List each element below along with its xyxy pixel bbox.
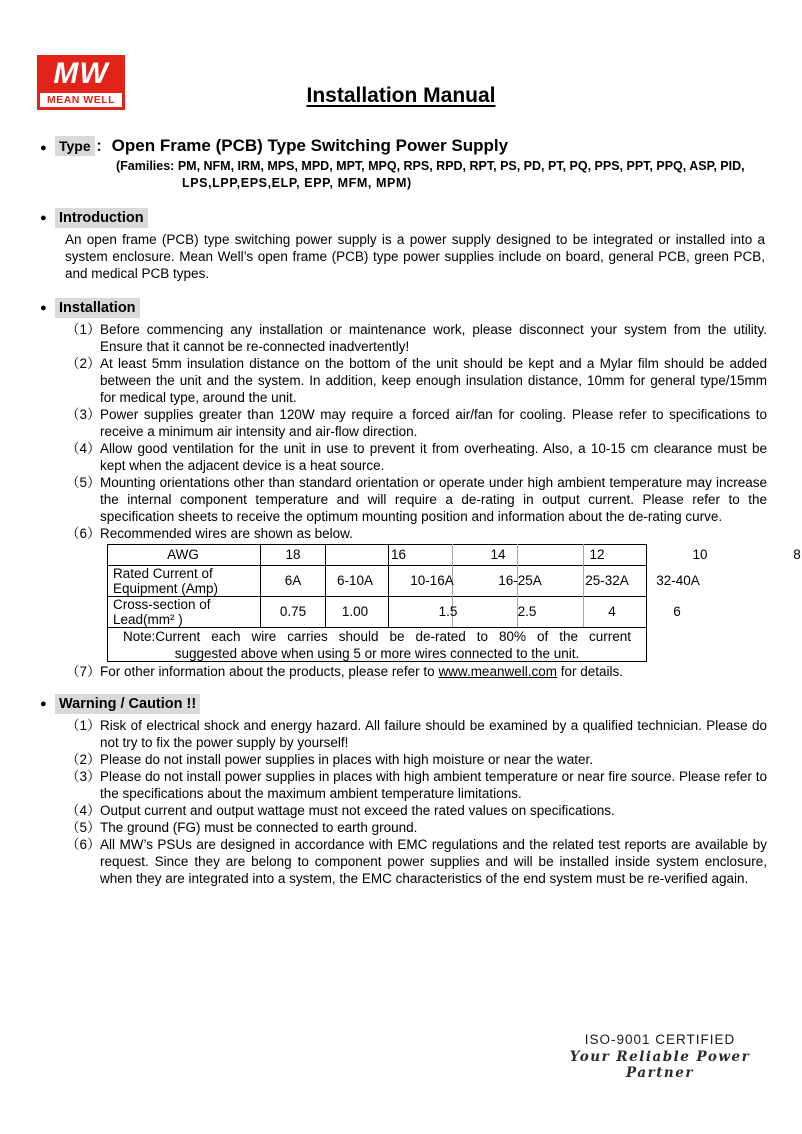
page-title: Installation Manual xyxy=(306,84,496,107)
bullet-icon: ● xyxy=(40,142,47,154)
list-item xyxy=(66,663,767,680)
rated-v1: 6A xyxy=(284,573,302,588)
list-item xyxy=(66,717,767,751)
cross-v3: 1.5 xyxy=(438,604,458,619)
cross-v6: 6 xyxy=(673,604,681,619)
introduction-heading-row xyxy=(40,208,767,228)
list-item xyxy=(66,355,767,406)
table-header-16: 16 xyxy=(391,547,407,562)
list-item xyxy=(66,474,767,525)
item-number: （3） xyxy=(66,407,101,422)
item-number: （3） xyxy=(66,769,101,784)
table-header-awg: AWG xyxy=(167,547,199,562)
item7-suffix: for details. xyxy=(556,664,624,679)
list-item xyxy=(66,406,767,440)
slogan-text: Your Reliable Power Partner xyxy=(569,1049,751,1081)
logo-brand-name: MEAN WELL xyxy=(40,93,122,107)
iso-certified-text: ISO-9001 CERTIFIED xyxy=(584,1032,736,1047)
cross-section-label-1: Cross-section of xyxy=(113,597,211,612)
rated-v4: 16-25A xyxy=(498,573,542,588)
type-label: Type xyxy=(55,136,95,156)
families-line2: LPS,LPP,EPS,ELP, EPP, MFM, MPM) xyxy=(182,176,412,190)
item-text: Mounting orientations other than standard orientation or operate under high ambient temperature may increase the internal component temperature and will require a de-rating in output current. Please refer to the specification sheets to receive the optimum mounting position and information about the de-rating curve. xyxy=(100,475,767,524)
item-number: （1） xyxy=(66,718,101,733)
item-number: （5） xyxy=(66,820,101,835)
bullet-icon: ● xyxy=(40,697,47,710)
list-item xyxy=(66,525,767,542)
table-header-10: 10 xyxy=(692,547,708,562)
item-number: （7） xyxy=(66,664,101,679)
table-note-line2: suggested above when using 5 or more wires connected to the unit. xyxy=(174,646,580,661)
cross-v2: 1.00 xyxy=(341,604,369,619)
rated-v5: 25-32A xyxy=(585,573,629,588)
rated-v2: 6-10A xyxy=(336,573,374,588)
item-number: （5） xyxy=(66,475,101,490)
item-number: （4） xyxy=(66,441,101,456)
bullet-icon: ● xyxy=(40,211,47,224)
rated-v3: 10-16A xyxy=(410,573,454,588)
type-colon: ： xyxy=(95,138,111,155)
type-section-heading xyxy=(40,136,767,157)
list-item xyxy=(66,802,767,819)
table-header-12: 12 xyxy=(589,547,605,562)
cross-section-label-2: Lead(mm² ) xyxy=(113,612,183,627)
warning-heading-row xyxy=(40,694,767,714)
table-header-18: 18 xyxy=(285,547,301,562)
item-text: Power supplies greater than 120W may require a forced air/fan for cooling. Please refer to specifications to receive a minimum air intensity and air-flow direction. xyxy=(100,407,767,439)
table-note xyxy=(109,628,645,662)
installation-heading-row xyxy=(40,298,767,318)
item-text: Before commencing any installation or maintenance work, please disconnect your system from the utility. Ensure that it cannot be re-connected inadvertently! xyxy=(100,322,767,354)
rated-v6: 32-40A xyxy=(656,573,700,588)
item-text: Output current and output wattage must not exceed the rated values on specifications. xyxy=(100,803,615,818)
item-text: Please do not install power supplies in places with high ambient temperature or near fire source. Please refer to the specifications about the maximum ambient temperature limitations. xyxy=(100,769,767,801)
list-item xyxy=(66,819,767,836)
cross-v5: 4 xyxy=(608,604,616,619)
recommended-wires-table xyxy=(107,544,802,662)
item-text: The ground (FG) must be connected to earth ground. xyxy=(100,820,418,835)
bullet-icon: ● xyxy=(40,301,47,314)
document-content xyxy=(40,136,801,887)
table-note-line1: Note:Current each wire carries should be de-rated to 80% of the current xyxy=(123,629,631,644)
logo-mw-icon: MW xyxy=(53,57,109,90)
footer xyxy=(545,1032,775,1081)
item-text: Recommended wires are shown as below. xyxy=(100,526,353,541)
list-item xyxy=(66,836,767,887)
item-text xyxy=(100,663,767,680)
item7-prefix: For other information about the products, please refer to xyxy=(100,664,439,679)
cross-v4: 2.5 xyxy=(517,604,537,619)
list-item xyxy=(66,751,767,768)
item-text: Please do not install power supplies in places with high moisture or near the water. xyxy=(100,752,594,767)
cross-v1: 0.75 xyxy=(279,604,307,619)
table-header-14: 14 xyxy=(490,547,506,562)
item-number: （6） xyxy=(66,837,101,852)
list-item xyxy=(66,768,767,802)
item-text: All MW’s PSUs are designed in accordance with EMC regulations and the related test reports are available by request. Since they are belong to component power supplies and will be installed inside system enclosure, when they are integrated into a system, the EMC characteristics of the end system must be re-verified again. xyxy=(100,837,767,886)
item-number: （4） xyxy=(66,803,101,818)
item-number: （6） xyxy=(66,526,101,541)
item-number: （1） xyxy=(66,322,101,337)
families-line1: (Families: PM, NFM, IRM, MPS, MPD, MPT, MPQ, RPS, RPD, RPT, PS, PD, PT, PQ, PPS, PPT, PPQ, ASP, PID, xyxy=(116,159,745,173)
introduction-paragraph: An open frame (PCB) type switching power supply is a power supply designed to be integrated or installed into a system enclosure. Mean Well’s open frame (PCB) type power supplies include on board, general PCB, green PCB, and medical PCB types. xyxy=(65,232,765,281)
installation-heading: Installation xyxy=(55,298,140,318)
list-item xyxy=(66,440,767,474)
type-value: Open Frame (PCB) Type Switching Power Supply xyxy=(111,136,509,155)
introduction-heading: Introduction xyxy=(55,208,148,228)
item-number: （2） xyxy=(66,752,101,767)
title-wrap xyxy=(0,84,802,108)
item-text: Allow good ventilation for the unit in use to prevent it from overheating. Also, a 10-15 cm clearance must be kept when the adjacent device is a heat source. xyxy=(100,441,767,473)
list-item xyxy=(66,321,767,355)
meanwell-link[interactable]: www.meanwell.com xyxy=(438,664,557,679)
warning-items xyxy=(40,717,767,887)
installation-items xyxy=(40,321,767,542)
table-header-8: 8 xyxy=(793,547,801,562)
item-number: （2） xyxy=(66,356,101,371)
item-text: Risk of electrical shock and energy hazard. All failure should be examined by a qualified technician. Please do not try to fix the power supply by yourself! xyxy=(100,718,767,750)
rated-current-label-2: Equipment (Amp) xyxy=(113,581,219,596)
rated-current-label-1: Rated Current of xyxy=(113,566,213,581)
warning-heading: Warning / Caution !! xyxy=(55,694,200,714)
item-text: At least 5mm insulation distance on the bottom of the unit should be kept and a Mylar film should be added between the unit and the system. In addition, keep enough insulation distance, 10mm for general type/15mm for medical type, around the unit. xyxy=(100,356,767,405)
